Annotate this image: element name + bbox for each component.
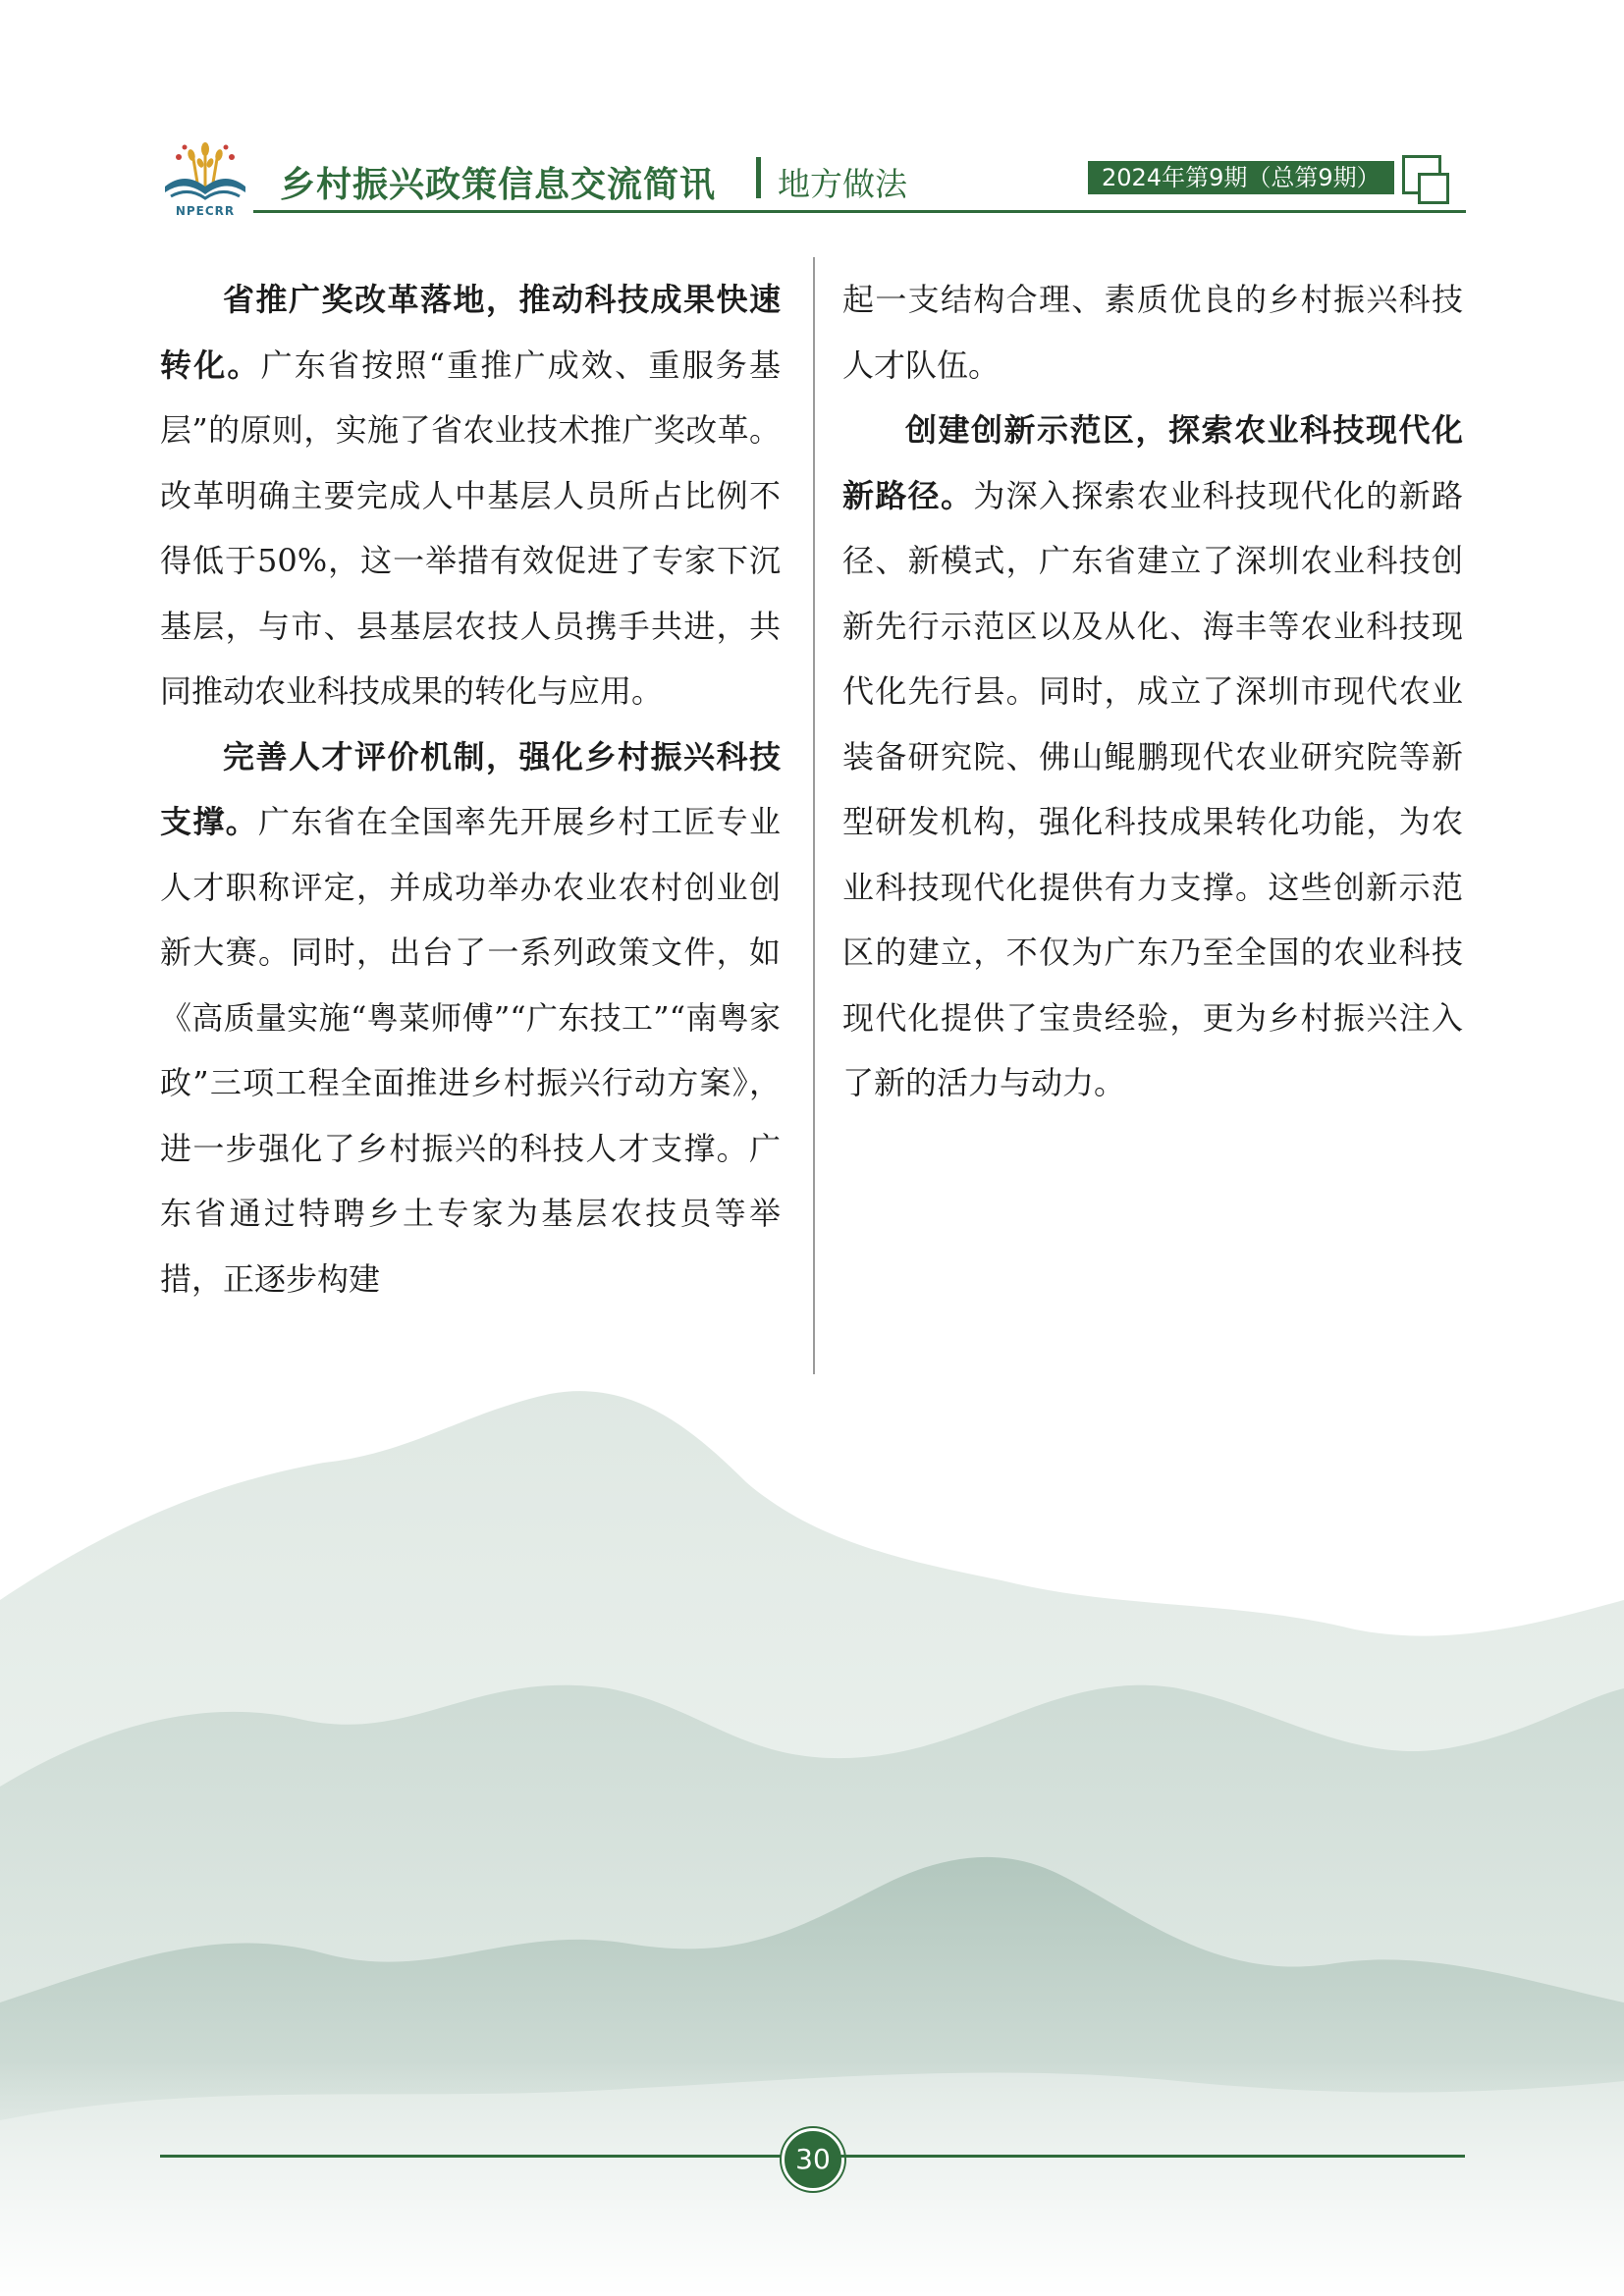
paragraph-body: 起一支结构合理、素质优良的乡村振兴科技人才队伍。 bbox=[842, 281, 1463, 384]
page-header bbox=[157, 137, 1463, 226]
right-text-column bbox=[842, 267, 1463, 1116]
paragraph-heading: 完善人才评价机制，强化乡村振兴科技支撑。 bbox=[160, 737, 781, 840]
npecrr-logo bbox=[157, 137, 253, 226]
page-number: 30 bbox=[782, 2128, 844, 2191]
logo-emblem-icon bbox=[157, 137, 253, 206]
publication-title: 乡村振兴政策信息交流简讯 bbox=[280, 165, 717, 205]
paragraph-body: 广东省在全国率先开展乡村工匠专业人才职称评定，并成功举办农业农村创业创新大赛。同时，出台了一系列政策文件，如《高质量实施“粤菜师傅”“广东技工”“南粤家政”三项工程全面推进乡村振兴行动方案》，进一步强化了乡村振兴的科技人才支撑。广东省通过特聘乡土专家为基层农技员等举措，正逐步构建 bbox=[160, 803, 781, 1298]
paragraph-heading: 省推广奖改革落地，推动科技成果快速转化。 bbox=[160, 281, 781, 384]
footer-rule-left bbox=[160, 2155, 788, 2158]
paragraph bbox=[160, 267, 781, 724]
paragraph-continuation bbox=[842, 267, 1463, 398]
logo-text: NPECRR bbox=[175, 204, 236, 218]
title-separator bbox=[756, 157, 761, 198]
decorative-square-inner bbox=[1418, 173, 1449, 204]
left-text-column bbox=[160, 267, 781, 1311]
paragraph-heading: 创建创新示范区，探索农业科技现代化新路径。 bbox=[842, 411, 1463, 514]
paragraph bbox=[842, 398, 1463, 1116]
paragraph-body: 广东省按照“重推广成效、重服务基层”的原则，实施了省农业技术推广奖改革。改革明确主要完成人中基层人员所占比例不得低于50%，这一举措有效促进了专家下沉基层，与市、县基层农技人员携手共进，共同推动农业科技成果的转化与应用。 bbox=[160, 346, 781, 710]
column-divider bbox=[813, 257, 815, 1381]
issue-badge: 2024年第9期（总第9期） bbox=[1088, 161, 1394, 194]
header-rule bbox=[253, 210, 1466, 213]
footer-rule-right bbox=[839, 2155, 1465, 2158]
section-name: 地方做法 bbox=[778, 165, 907, 203]
paragraph-body: 为深入探索农业科技现代化的新路径、新模式，广东省建立了深圳农业科技创新先行示范区以及从化、海丰等农业科技现代化先行县。同时，成立了深圳市现代农业装备研究院、佛山鲲鹏现代农业研究院等新型研发机构，强化科技成果转化功能，为农业科技现代化提供有力支撑。这些创新示范区的建立，不仅为广东乃至全国的农业科技现代化提供了宝贵经验，更为乡村振兴注入了新的活力与动力。 bbox=[842, 476, 1463, 1101]
paragraph bbox=[160, 724, 781, 1312]
